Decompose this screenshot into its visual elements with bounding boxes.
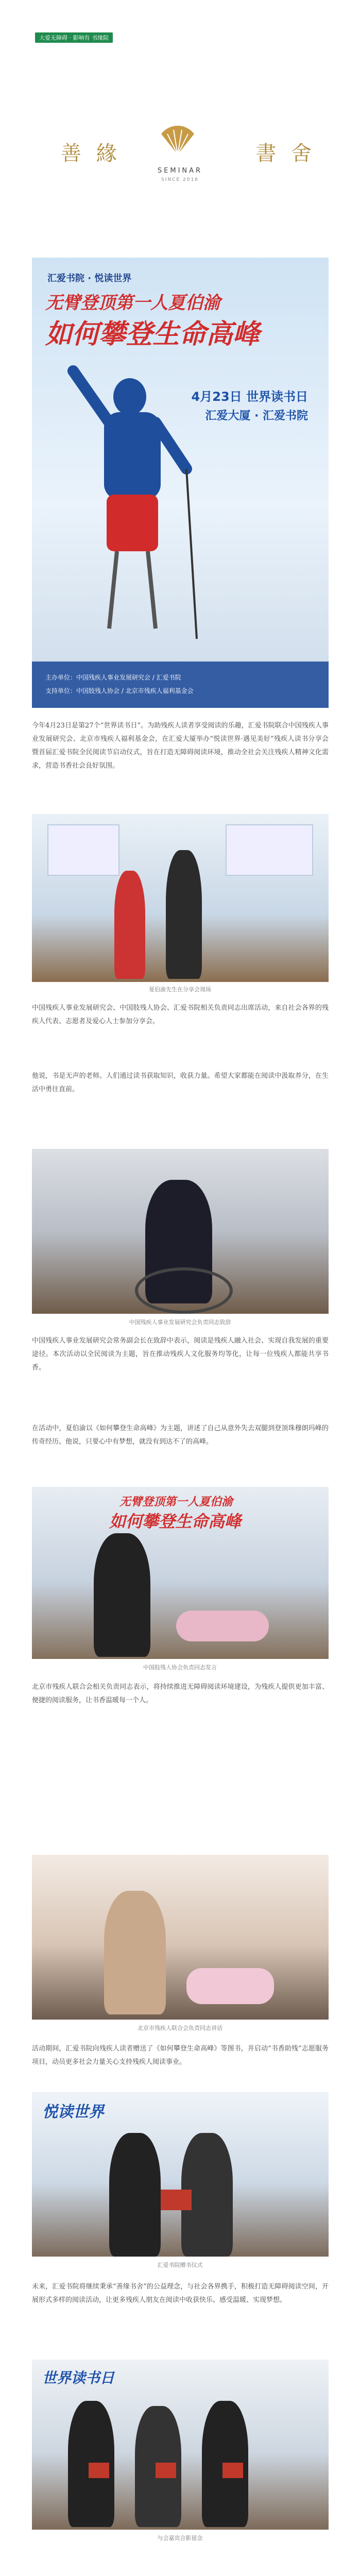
- person-figure: [104, 1891, 166, 2014]
- climber-figure-icon: [53, 361, 207, 649]
- paragraph-4: 中国残疾人事业发展研究会常务副会长在致辞中表示，阅读是残疾人融入社会、实现自我发展的重要途径。本次活动以全民阅读为主题，旨在推动残疾人文化服务均等化，让每一位残疾人都能共享书香。: [32, 1337, 329, 1371]
- fan-logo-icon: [157, 118, 198, 160]
- paragraph-3: 他说，书是无声的老师。人们通过读书获取知识，收获力量。希望大家都能在阅读中汲取养分，在生活中勇往直前。: [32, 1072, 329, 1093]
- paragraph-6: 北京市残疾人联合会相关负责同志表示，将持续推进无障碍阅读环境建设，为残疾人提供更加丰富、便捷的阅读服务，让书香温暖每一个人。: [32, 1683, 329, 1704]
- photo-2: [32, 1149, 329, 1314]
- book-gift: [156, 2463, 176, 2478]
- banner-text-3: 悦读世界: [42, 2103, 104, 2121]
- brand-sub: SINCE 2016: [161, 177, 199, 182]
- photo-6: [32, 2360, 329, 2530]
- caption-5: 汇爱书院赠书仪式: [157, 2262, 203, 2268]
- screen-display: [226, 824, 313, 876]
- header-tag: 大爱无障碍 · 影响有 书缘院: [35, 32, 113, 43]
- photo-3: [32, 1487, 329, 1659]
- caption-4: 北京市残疾人联合会负责同志讲话: [138, 2025, 222, 2031]
- brand-header: [0, 46, 360, 180]
- brand-left-title: 善 緣: [61, 142, 121, 165]
- person-figure: [109, 2133, 161, 2257]
- poster-place: 汇爱大厦 · 汇爱书院: [205, 410, 308, 422]
- paragraph-1: 今年4月23日是第27个“世界读书日”。为助残疾人读者享受阅读的乐趣，汇爱书院联合中国残疾人事业发展研究会、北京市残疾人福利基金会，在汇爱大厦举办“悦读世界·遇见美好”残疾人读书分享会暨首届汇爱书院全民阅读节启动仪式，旨在打造无障碍阅读环境，推动全社会关注残疾人精神文化需求，营造书香社会良好氛围。: [32, 722, 329, 770]
- brand-seminar: SEMINAR: [157, 167, 203, 175]
- top-bar: [0, 0, 360, 46]
- poster-foot-line2: 支持单位：中国肢残人协会 / 北京市残疾人福利基金会: [45, 687, 194, 694]
- person-figure: [166, 850, 202, 979]
- banner-text-1: 无臂登顶第一人夏伯渝: [119, 1496, 233, 1509]
- photo-1: [32, 814, 329, 982]
- caption-3: 中国肢残人协会负责同志发言: [143, 1664, 217, 1671]
- caption-6: 与会嘉宾合影留念: [157, 2535, 203, 2541]
- poster-head: 汇爱书院 · 悦读世界: [47, 273, 132, 284]
- poster-title-line2: 如何攀登生命高峰: [45, 319, 260, 350]
- flower-arrangement: [186, 1968, 274, 2004]
- book-gift: [89, 2463, 109, 2478]
- photo-4: [32, 1855, 329, 2020]
- caption-1: 夏伯渝先生在分享会现场: [149, 986, 211, 993]
- event-poster: [32, 258, 329, 708]
- paragraph-5: 在活动中，夏伯渝以《如何攀登生命高峰》为主题，讲述了自己从意外失去双腿到登顶珠穆朗玛峰的传奇经历。他说，只要心中有梦想，就没有到达不了的高峰。: [32, 1425, 329, 1446]
- poster-footer: [32, 662, 329, 708]
- person-figure: [94, 1533, 150, 1657]
- banner-text-4: 世界读书日: [42, 2369, 115, 2386]
- poster-date: 4月23日 世界读书日: [191, 389, 308, 404]
- brand-right-title: 書 舍: [255, 142, 316, 165]
- book-gift: [222, 2463, 243, 2478]
- flower-arrangement: [176, 1611, 269, 1641]
- poster-foot-line1: 主办单位：中国残疾人事业发展研究会 / 汇爱书院: [45, 674, 181, 681]
- paragraph-2: 中国残疾人事业发展研究会、中国肢残人协会、汇爱书院相关负责同志出席活动，来自社会各界的残疾人代表、志愿者及爱心人士参加分享会。: [32, 1004, 329, 1025]
- book-gift: [161, 2190, 192, 2210]
- photo-5: [32, 2092, 329, 2257]
- poster-title-line1: 无臂登顶第一人夏伯渝: [45, 293, 220, 313]
- wheelchair-icon: [135, 1267, 233, 1314]
- paragraph-7: 活动期间，汇爱书院向残疾人读者赠送了《如何攀登生命高峰》等图书，并启动“书香助残”志愿服务项目，动员更多社会力量关心支持残疾人阅读事业。: [32, 2045, 329, 2066]
- screen-display: [47, 824, 119, 876]
- banner-text-2: 如何攀登生命高峰: [109, 1512, 242, 1531]
- caption-2: 中国残疾人事业发展研究会负责同志致辞: [129, 1319, 231, 1326]
- paragraph-8: 未来，汇爱书院将继续秉承“善缘书舍”的公益理念，与社会各界携手，积极打造无障碍阅读空间，开展形式多样的阅读活动，让更多残疾人朋友在阅读中收获快乐、感受温暖、实现梦想。: [32, 2283, 329, 2304]
- person-figure: [114, 871, 145, 979]
